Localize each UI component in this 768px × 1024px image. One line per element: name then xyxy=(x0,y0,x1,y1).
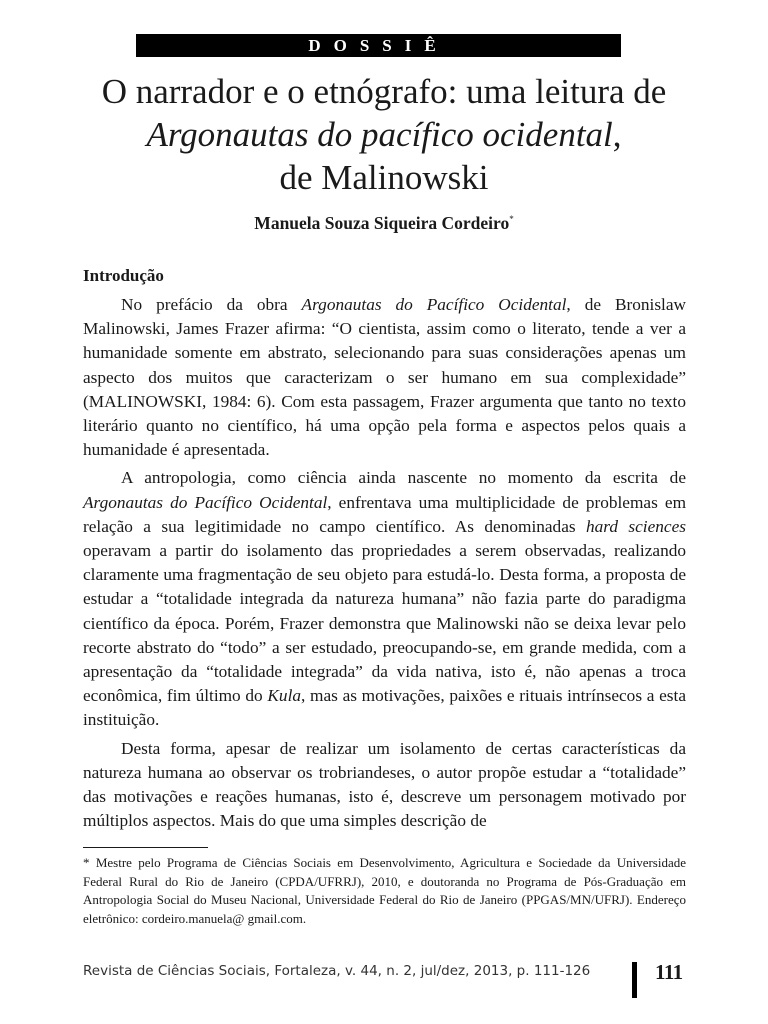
footnote-divider xyxy=(83,847,208,848)
banner-label: DOSSIÊ xyxy=(308,35,449,55)
title-italic-work: Argonautas do pacífico ocidental xyxy=(146,115,613,154)
text-run: Desta forma, apesar de realizar um isolamento de certas características da natureza humana ao observar os trobriandeses, o autor propõe estudar a “totalidade” das motivações e reações humanas, isto é, descreve um personagem motivado por múltiplos aspectos. Mais do que uma simples descrição de xyxy=(83,738,686,831)
text-run: , de Bronislaw Malinowski, James Frazer afirma: “O cientista, assim como o literato, tende a ver a humanidade somente em abstrato, selecionando para suas considerações apenas um aspecto dos muitos que caracterizam o ser humano em sua complexidade” (MALINOWSKI, 1984: 6). Com esta passagem, Frazer argumenta que tanto no texto literário quanto no científico, há uma opção pela forma e aspectos pelos quais a humanidade é apresentada. xyxy=(83,295,686,460)
text-run: operavam a partir do isolamento das propriedades a serem observadas, realizando claramente uma fragmentação de seu objeto para estudá-lo. Desta forma, a proposta de estudar a “totalidade integrada da natureza humana” não fazia parte do paradigma científico da época. Porém, Frazer demonstra que Malinowski não se deixa levar pelo recorte abstrato do “todo” a ser estudado, preocupando-se, em grande medida, com a apresentação da “totalidade integrada” da vida nativa, isto é, não apenas a troca econômica, fim último do xyxy=(83,541,686,706)
article-title xyxy=(60,70,708,199)
italic-term: Kula xyxy=(267,686,302,706)
text-run: No prefácio da obra xyxy=(121,295,302,314)
italic-work-title: Argonautas do Pacífico Ocidental xyxy=(301,295,567,314)
text-run: , enfrentava uma multiplicidade de problemas em relação a sua legitimidade no campo científico. As denominadas xyxy=(83,492,687,536)
title-line-1: O narrador e o etnógrafo: uma leitura de xyxy=(101,72,667,111)
title-comma: , xyxy=(612,115,622,154)
journal-citation: Revista de Ciências Sociais, Fortaleza, v. 44, n. 2, jul/dez, 2013, p. 111-126 xyxy=(83,963,591,979)
title-line-2 xyxy=(60,113,708,156)
author-name: Manuela Souza Siqueira Cordeiro xyxy=(254,213,510,233)
paragraph-2 xyxy=(83,466,686,732)
italic-work-title: Argonautas do Pacífico Ocidental xyxy=(83,492,328,512)
italic-term: hard sciences xyxy=(586,516,686,536)
footer-divider-bar xyxy=(632,962,637,998)
article-body xyxy=(83,293,686,837)
footnote-marker: * xyxy=(509,214,514,225)
text-run: A antropologia, como ciência ainda nascente no momento da escrita de xyxy=(121,468,686,488)
section-banner xyxy=(136,34,621,57)
author-line xyxy=(60,213,708,234)
text-run: , mas as motivações, paixões e rituais intrínsecos a esta instituição. xyxy=(83,686,686,730)
title-line-3: de Malinowski xyxy=(279,158,489,197)
paragraph-1 xyxy=(83,293,686,462)
footnote: * Mestre pelo Programa de Ciências Sociais em Desenvolvimento, Agricultura e Sociedade da Universidade Federal Rural do Rio de Janeiro (CPDA/UFRRJ), 2010, e doutoranda no Programa de Pós-Graduação em Antropologia Social do Museu Nacional, Universidade Federal do Rio de Janeiro (PPGAS/MN/UFRJ). Endereço eletrônico: cordeiro.manuela@ gmail.com. xyxy=(83,855,686,926)
section-heading: Introdução xyxy=(83,266,164,285)
paragraph-3 xyxy=(83,737,686,834)
page-number: 111 xyxy=(655,960,683,984)
